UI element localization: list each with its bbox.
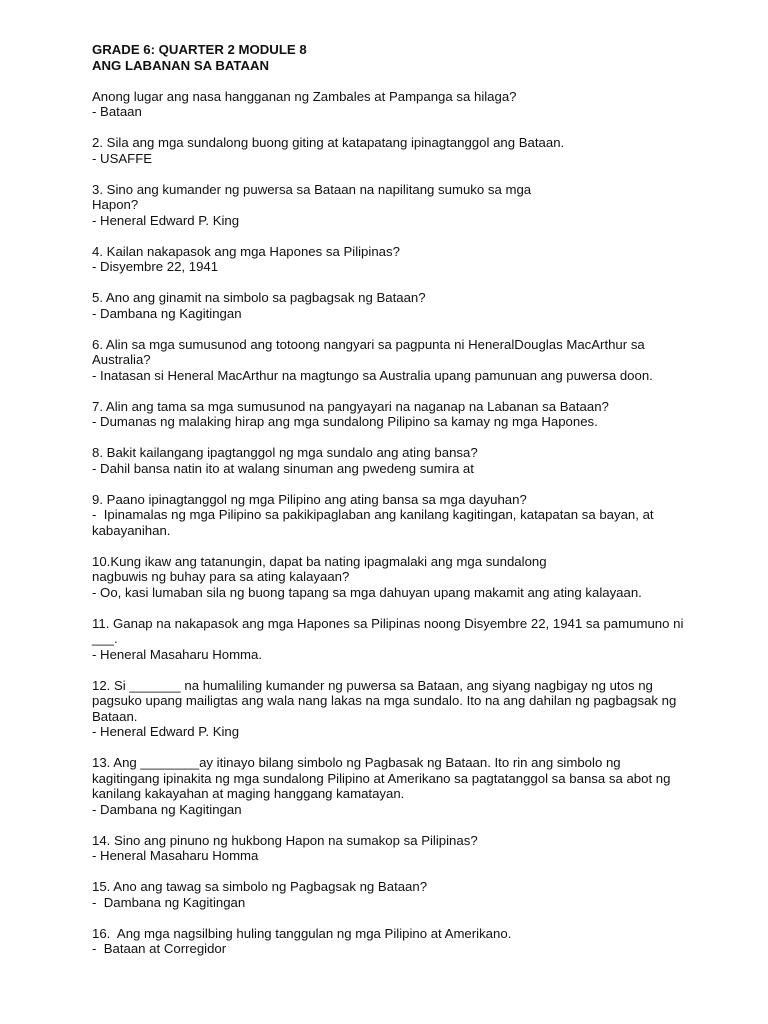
question-text: 15. Ano ang tawag sa simbolo ng Pagbagsak ng Bataan?: [92, 879, 428, 894]
qa-item-2: [92, 135, 742, 166]
qa-item-4: [92, 244, 742, 275]
answer-text: - Disyembre 22, 1941: [92, 259, 219, 274]
qa-item-16: [92, 926, 742, 957]
answer-text: - Dambana ng Kagitingan: [92, 801, 242, 817]
answer-text: - Dumanas ng malaking hirap ang mga sundalong Pilipino sa kamay ng mga Hapones.: [92, 414, 598, 429]
answer-text: - Heneral Masaharu Homma: [92, 848, 259, 863]
qa-item-3: [92, 182, 742, 229]
answer-text: - Bataan at Corregidor: [92, 941, 227, 956]
answer-text: - Heneral Edward P. King: [92, 212, 240, 228]
question-text: 16. Ang mga nagsilbing huling tanggulan ng mga Pilipino at Amerikano.: [92, 925, 512, 941]
qa-item-14: [92, 833, 742, 864]
document-header: [92, 42, 742, 73]
answer-text: - Heneral Masaharu Homma.: [92, 646, 263, 662]
question-text: 3. Sino ang kumander ng puwersa sa Bataan na napilitang sumuko sa mga Hapon?: [92, 181, 532, 212]
answer-text: - USAFFE: [92, 150, 153, 166]
qa-item-12: [92, 678, 742, 740]
qa-item-5: [92, 290, 742, 321]
question-text: 2. Sila ang mga sundalong buong giting at katapatang ipinagtanggol ang Bataan.: [92, 135, 565, 150]
qa-item-7: [92, 399, 742, 430]
answer-text: - Dambana ng Kagitingan: [92, 894, 246, 910]
question-text: 6. Alin sa mga sumusunod ang totoong nangyari sa pagpunta ni HeneralDouglas MacArthur sa Australia?: [92, 336, 645, 367]
qa-item-15: [92, 879, 742, 910]
answer-text: - Dambana ng Kagitingan: [92, 305, 242, 321]
question-text: 5. Ano ang ginamit na simbolo sa pagbagsak ng Bataan?: [92, 290, 426, 305]
module-title: GRADE 6: QUARTER 2 MODULE 8: [92, 42, 307, 57]
lesson-title: ANG LABANAN SA BATAAN: [92, 57, 270, 73]
question-text: 9. Paano ipinagtanggol ng mga Pilipino ang ating bansa sa mga dayuhan?: [92, 491, 527, 507]
answer-text: - Oo, kasi lumaban sila ng buong tapang sa mga dahuyan upang makamit ang ating kalayaan.: [92, 584, 642, 600]
answer-text: - Dahil bansa natin ito at walang sinuman ang pwedeng sumira at: [92, 460, 474, 476]
question-text: 11. Ganap na nakapasok ang mga Hapones sa Pilipinas noong Disyembre 22, 1941 sa pamumuno ni ___.: [92, 615, 684, 646]
document-page: [92, 42, 742, 972]
qa-item-9: [92, 492, 742, 539]
qa-item-6: [92, 337, 742, 384]
answer-text: - Ipinamalas ng mga Pilipino sa pakikipaglaban ang kanilang kagitingan, katapatan sa bayan, at kabayanihan.: [92, 507, 654, 538]
question-text: 7. Alin ang tama sa mga sumusunod na pangyayari na naganap na Labanan sa Bataan?: [92, 398, 609, 414]
qa-item-13: [92, 755, 742, 817]
question-text: 10.Kung ikaw ang tatanungin, dapat ba nating ipagmalaki ang mga sundalong nagbuwis ng buhay para sa ating kalayaan?: [92, 553, 547, 584]
qa-item-10: [92, 554, 742, 601]
qa-item-1: [92, 89, 742, 120]
question-text: 12. Si _______ na humaliling kumander ng puwersa sa Bataan, ang siyang nagbigay ng utos ng pagsuko upang mailigtas ang wala nang lakas na mga sundalo. Ito na ang dahilan ng pagbagsak ng Bataan.: [92, 677, 677, 724]
question-text: 4. Kailan nakapasok ang mga Hapones sa Pilipinas?: [92, 243, 400, 259]
question-text: 14. Sino ang pinuno ng hukbong Hapon na sumakop sa Pilipinas?: [92, 832, 478, 848]
question-text: Anong lugar ang nasa hangganan ng Zambales at Pampanga sa hilaga?: [92, 88, 517, 104]
qa-item-8: [92, 445, 742, 476]
question-text: 13. Ang ________ay itinayo bilang simbolo ng Pagbasak ng Bataan. Ito rin ang simbolo ng kagitingang ipinakita ng mga sundalong Pilipino at Amerikano sa pagtatanggol sa bansa sa abot ng kanilang kakayahan at maging hanggang kamatayan.: [92, 755, 671, 801]
answer-text: - Inatasan si Heneral MacArthur na magtungo sa Australia upang pamunuan ang puwersa doon.: [92, 367, 653, 383]
qa-item-11: [92, 616, 742, 663]
answer-text: - Bataan: [92, 104, 142, 119]
answer-text: - Heneral Edward P. King: [92, 724, 240, 739]
question-text: 8. Bakit kailangang ipagtanggol ng mga sundalo ang ating bansa?: [92, 445, 478, 460]
